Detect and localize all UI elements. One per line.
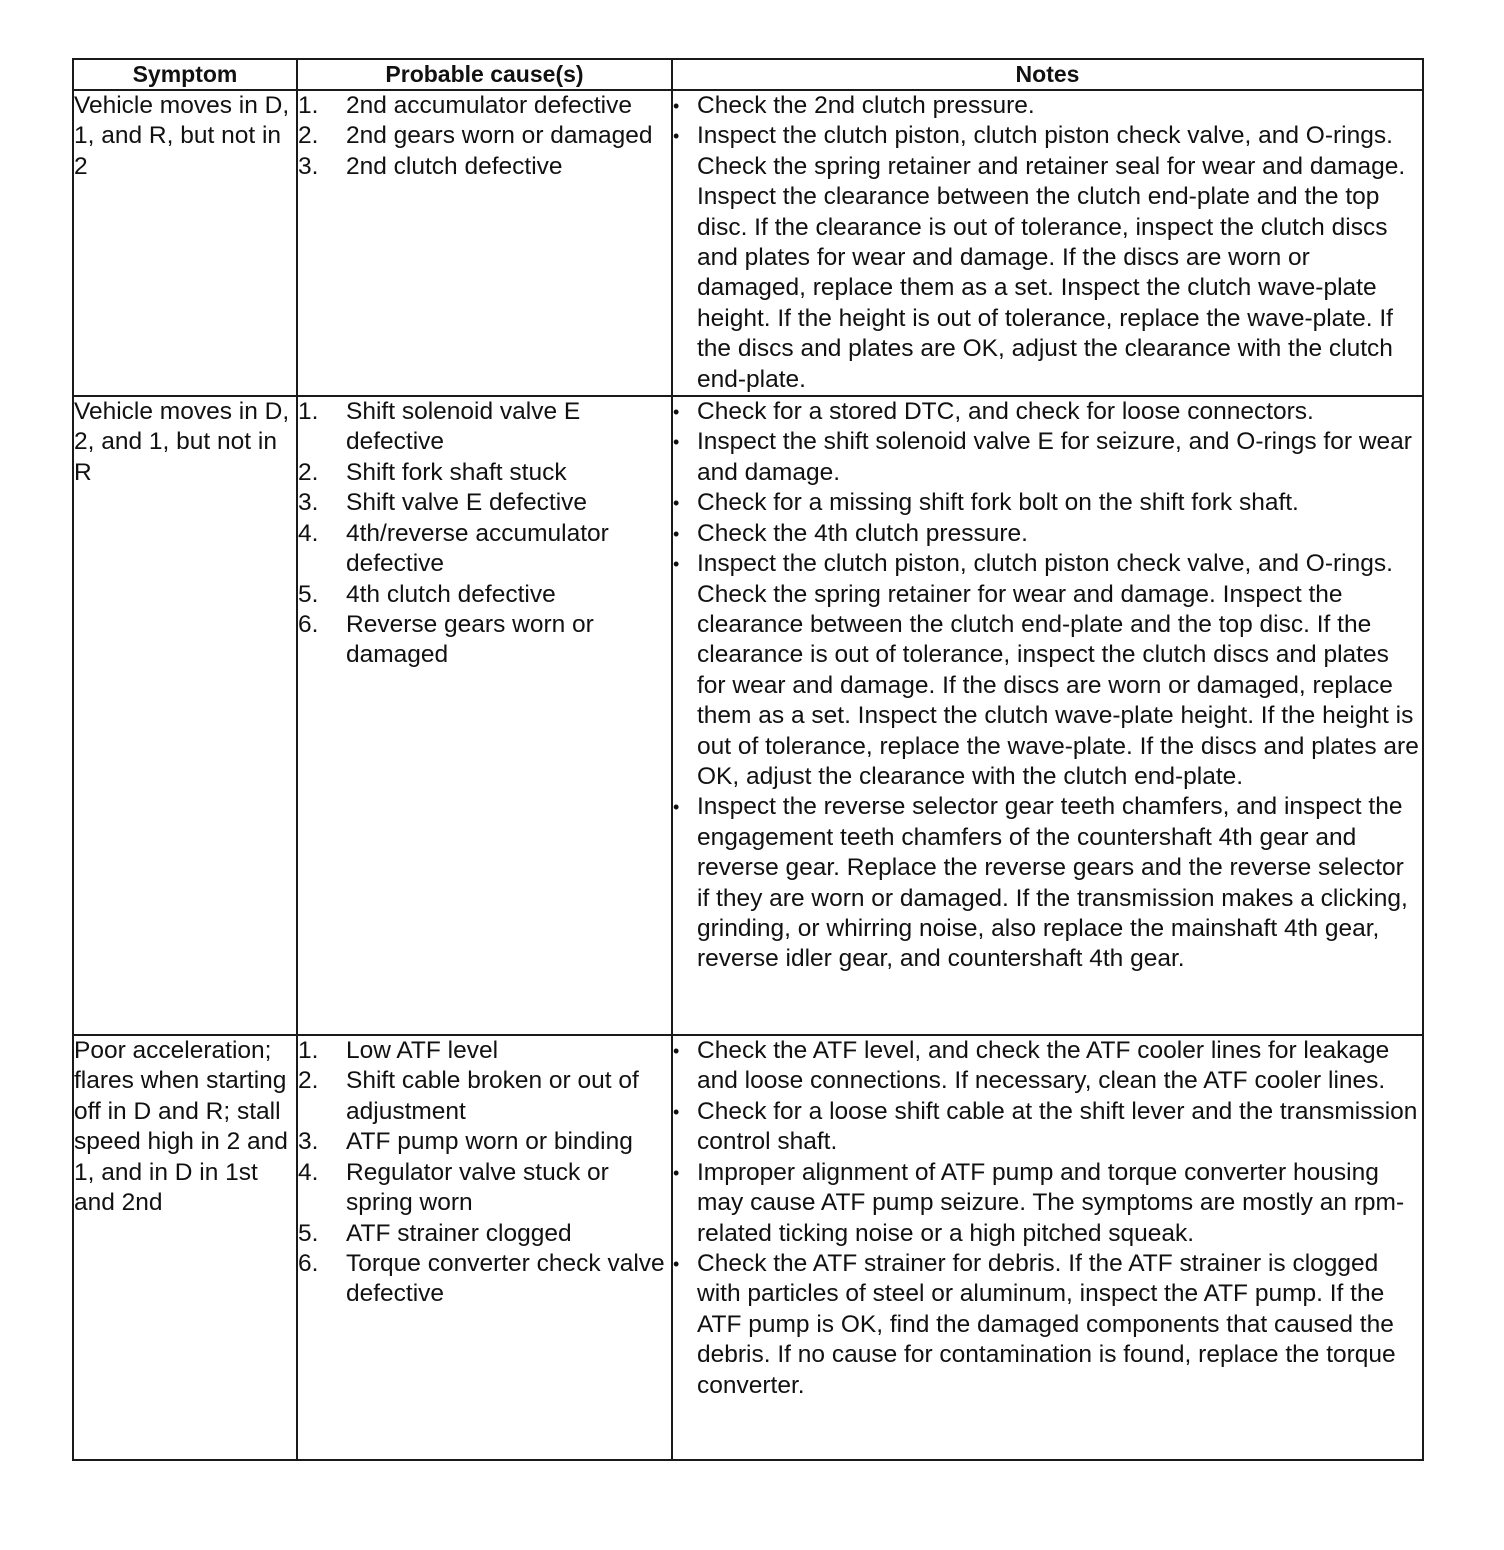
note-item: • Inspect the clutch piston, clutch piston check valve, and O-rings. Check the spring retainer for wear and damage. Inspect the clearance between the clutch end-plate and the top disc. If the clearance is out of tolerance, inspect the clutch discs and plates for wear and damage. If the discs are worn or damaged, replace them as a set. Inspect the clutch wave-plate height. If the height is out of tolerance, replace the wave-plate. If the discs and plates are OK, adjust the clearance with the clutch end-plate. (673, 549, 1422, 792)
cause-text: 2nd accumulator defective (346, 92, 632, 119)
cause-item (298, 91, 671, 121)
cause-number: 1. (298, 398, 319, 426)
cause-text: Low ATF level (346, 1037, 499, 1065)
cause-number: 6. (298, 1249, 319, 1277)
symptom-cell: Poor acceleration; flares when starting off in D and R; stall speed high in 2 and 1, and in D in 1st and 2nd (73, 1035, 297, 1460)
cause-text: Regulator valve stuck or spring worn (346, 1158, 609, 1217)
note-item: • Check for a loose shift cable at the shift lever and the transmission control shaft. (673, 1097, 1422, 1158)
cause-item (298, 397, 671, 458)
cause-number: 5. (298, 1219, 319, 1247)
cause-item (298, 458, 671, 488)
cause-text: Shift fork shaft stuck (346, 458, 567, 486)
cause-item (298, 152, 671, 182)
notes-cell (672, 1035, 1423, 1460)
cause-number: 4. (298, 1158, 319, 1186)
causes-list (298, 1036, 671, 1310)
cause-number: 2. (298, 1067, 319, 1095)
notes-cell (672, 396, 1423, 1035)
cause-number: 3. (298, 152, 319, 180)
header-causes: Probable cause(s) (297, 59, 672, 90)
note-item: • Improper alignment of ATF pump and torque converter housing may cause ATF pump seizure. The symptoms are mostly an rpm-related ticking noise or a high pitched squeak. (673, 1158, 1422, 1249)
note-item: • Check the 4th clutch pressure. (673, 519, 1422, 549)
note-item: • Inspect the clutch piston, clutch piston check valve, and O-rings. Check the spring retainer and retainer seal for wear and damage. Inspect the clearance between the clutch end-plate and the top disc. If the clearance is out of tolerance, inspect the clutch discs and plates for wear and damage. If the discs are worn or damaged, replace them as a set. Inspect the clutch wave-plate height. If the height is out of tolerance, replace the wave-plate. If the discs and plates are OK, adjust the clearance with the clutch end-plate. (673, 121, 1422, 395)
cause-text: Shift solenoid valve E defective (346, 398, 581, 456)
symptom-cell: Vehicle moves in D, 2, and 1, but not in R (73, 396, 297, 1035)
cause-text: 2nd gears worn or damaged (346, 122, 653, 150)
table-row (73, 90, 1423, 396)
causes-cell (297, 1035, 672, 1460)
cause-text: Shift cable broken or out of adjustment (346, 1067, 639, 1125)
cause-text: ATF strainer clogged (346, 1219, 572, 1247)
cause-item (298, 1127, 671, 1157)
cause-text: 4th clutch defective (346, 580, 556, 608)
note-item: • Check for a missing shift fork bolt on the shift fork shaft. (673, 488, 1422, 518)
cause-text: 2nd clutch defective (346, 152, 563, 180)
table-row (73, 396, 1423, 1035)
cause-text: Torque converter check valve defective (346, 1249, 665, 1308)
cause-item (298, 610, 671, 671)
cause-number: 6. (298, 610, 319, 638)
cause-item (298, 488, 671, 518)
causes-cell (297, 90, 672, 396)
header-row (73, 59, 1423, 90)
cause-number: 2. (298, 122, 319, 150)
notes-list (673, 91, 1422, 395)
notes-list (673, 1036, 1422, 1401)
cause-number: 3. (298, 1128, 319, 1156)
troubleshooting-table (72, 58, 1424, 1461)
note-item: • Inspect the reverse selector gear teeth chamfers, and inspect the engagement teeth chamfers of the countershaft 4th gear and reverse gear. Replace the reverse gears and the reverse selector if they are worn or damaged. If the transmission makes a clicking, grinding, or whirring noise, also replace the mainshaft 4th gear, reverse idler gear, and countershaft 4th gear. (673, 792, 1422, 974)
cause-number: 1. (298, 1037, 319, 1065)
causes-cell (297, 396, 672, 1035)
header-notes: Notes (672, 59, 1423, 90)
cause-number: 1. (298, 92, 319, 119)
notes-cell (672, 90, 1423, 396)
cause-number: 5. (298, 580, 319, 608)
note-item: • Inspect the shift solenoid valve E for seizure, and O-rings for wear and damage. (673, 427, 1422, 488)
causes-list (298, 397, 671, 671)
note-item: • Check for a stored DTC, and check for loose connectors. (673, 397, 1422, 427)
note-item: • Check the 2nd clutch pressure. (673, 91, 1422, 121)
cause-text: Reverse gears worn or damaged (346, 610, 594, 669)
causes-list (298, 91, 671, 182)
cause-item (298, 1066, 671, 1127)
note-item: • Check the ATF level, and check the ATF cooler lines for leakage and loose connections. If necessary, clean the ATF cooler lines. (673, 1036, 1422, 1097)
cause-item (298, 519, 671, 580)
cause-item (298, 580, 671, 610)
cause-text: Shift valve E defective (346, 489, 588, 517)
cause-item (298, 1036, 671, 1066)
cause-item (298, 1219, 671, 1249)
header-symptom: Symptom (73, 59, 297, 90)
cause-item (298, 121, 671, 151)
symptom-cell: Vehicle moves in D, 1, and R, but not in 2 (73, 90, 297, 396)
note-item: • Check the ATF strainer for debris. If the ATF strainer is clogged with particles of steel or aluminum, inspect the ATF pump. If the ATF pump is OK, find the damaged components that caused the debris. If no cause for contamination is found, replace the torque converter. (673, 1249, 1422, 1401)
cause-number: 4. (298, 519, 319, 547)
notes-list (673, 397, 1422, 975)
cause-number: 2. (298, 458, 319, 486)
cause-number: 3. (298, 489, 319, 517)
cause-item (298, 1249, 671, 1310)
cause-text: ATF pump worn or binding (346, 1128, 633, 1156)
cause-item (298, 1158, 671, 1219)
table-row (73, 1035, 1423, 1460)
cause-text: 4th/reverse accumulator defective (346, 519, 609, 578)
